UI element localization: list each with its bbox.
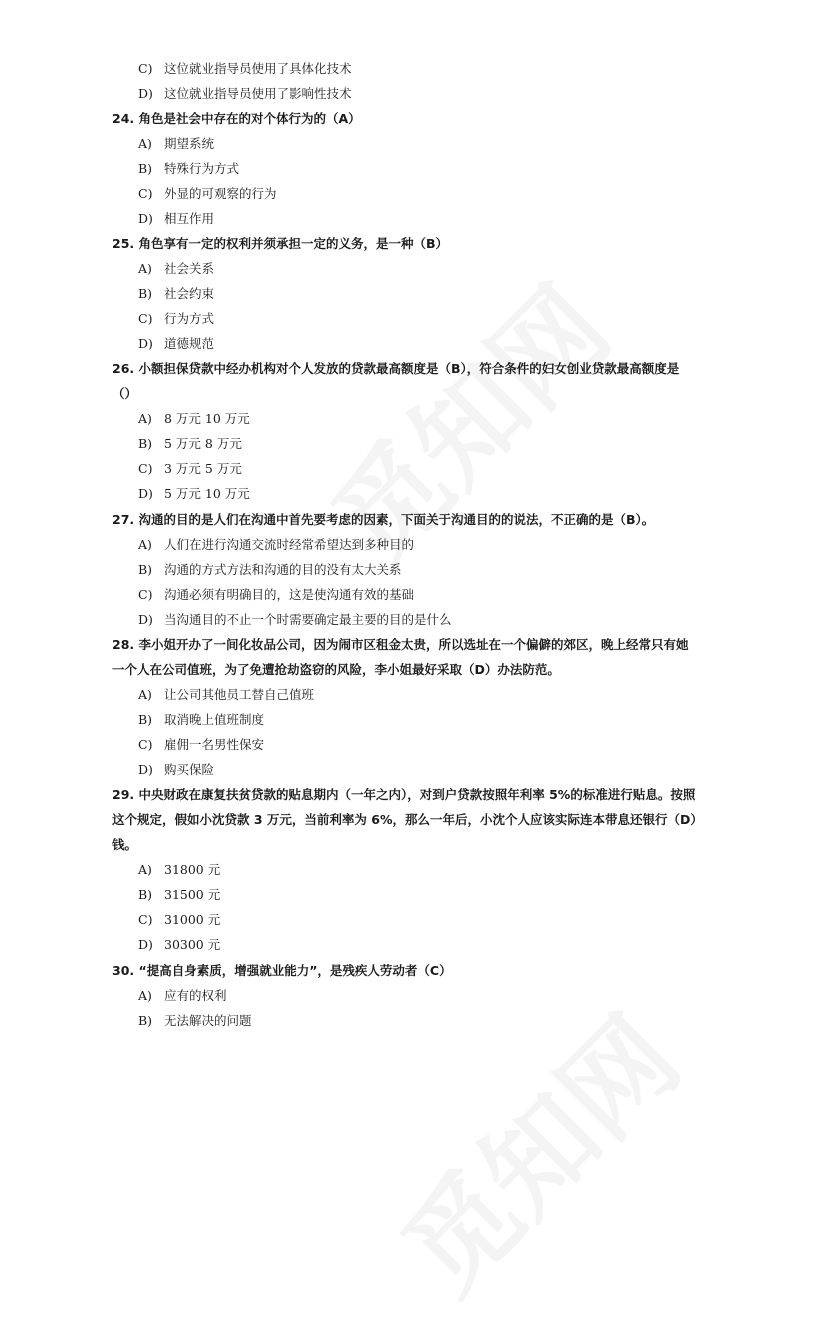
option-a: A) 社会关系 (138, 261, 215, 276)
option-a: A) 8 万元 10 万元 (138, 411, 250, 426)
question-27: 27. 沟通的目的是人们在沟通中首先要考虑的因素，下面关于沟通目的的说法，不正确的是（B）。 (112, 512, 655, 527)
option-a: A) 31800 元 (138, 862, 221, 877)
option-c: C) 31000 元 (138, 912, 221, 927)
option-a: A) 让公司其他员工替自己值班 (138, 687, 315, 702)
option-b: B) 无法解决的问题 (138, 1013, 252, 1028)
question-29-line2: 这个规定，假如小沈贷款 3 万元，当前利率为 6%，那么一年后，小沈个人应该实际连本带息还银行（D） (112, 812, 703, 827)
option-c: C) 外显的可观察的行为 (138, 186, 277, 201)
option-a: A) 应有的权利 (138, 988, 227, 1003)
option-b: B) 特殊行为方式 (138, 161, 240, 176)
option-a: A) 期望系统 (138, 136, 215, 151)
question-28: 28. 李小姐开办了一间化妆品公司，因为闹市区租金太贵，所以选址在一个偏僻的郊区，晚上经常只有她 (112, 637, 689, 652)
option-d: D) 相互作用 (138, 211, 215, 226)
option-b: B) 社会约束 (138, 286, 215, 301)
question-30: 30. “提高自身素质，增强就业能力”，是残疾人劳动者（C） (112, 963, 452, 978)
option-b: B) 31500 元 (138, 887, 221, 902)
option-c: C) 沟通必须有明确目的，这是使沟通有效的基础 (138, 587, 415, 602)
option-d: D) 道德规范 (138, 336, 215, 351)
option-b: B) 5 万元 8 万元 (138, 436, 242, 451)
question-25: 25. 角色享有一定的权利并须承担一定的义务，是一种（B） (112, 236, 449, 251)
option-d: D) 30300 元 (138, 937, 221, 952)
option-d: D) 这位就业指导员使用了影响性技术 (138, 86, 352, 101)
option-d: D) 购买保险 (138, 762, 215, 777)
option-c: C) 这位就业指导员使用了具体化技术 (138, 61, 352, 76)
question-29-line3: 钱。 (112, 837, 138, 852)
option-d: D) 5 万元 10 万元 (138, 486, 250, 501)
question-26-line2: （） (112, 386, 138, 401)
watermark (362, 976, 707, 1321)
option-a: A) 人们在进行沟通交流时经常希望达到多种目的 (138, 537, 415, 552)
question-29: 29. 中央财政在康复扶贫贷款的贴息期内（一年之内），对到户贷款按照年利率 5%的标准进行贴息。按照 (112, 787, 696, 802)
option-b: B) 取消晚上值班制度 (138, 712, 265, 727)
option-b: B) 沟通的方式方法和沟通的目的没有太大关系 (138, 562, 402, 577)
question-28-line2: 一个人在公司值班，为了免遭抢劫盗窃的风险，李小姐最好采取（D）办法防范。 (112, 662, 560, 677)
option-c: C) 雇佣一名男性保安 (138, 737, 265, 752)
option-d: D) 当沟通目的不止一个时需要确定最主要的目的是什么 (138, 612, 452, 627)
question-24: 24. 角色是社会中存在的对个体行为的（A） (112, 111, 361, 126)
question-26: 26. 小额担保贷款中经办机构对个人发放的贷款最高额度是（B），符合条件的妇女创业贷款最高额度是 (112, 361, 680, 376)
option-c: C) 3 万元 5 万元 (138, 461, 242, 476)
option-c: C) 行为方式 (138, 311, 215, 326)
